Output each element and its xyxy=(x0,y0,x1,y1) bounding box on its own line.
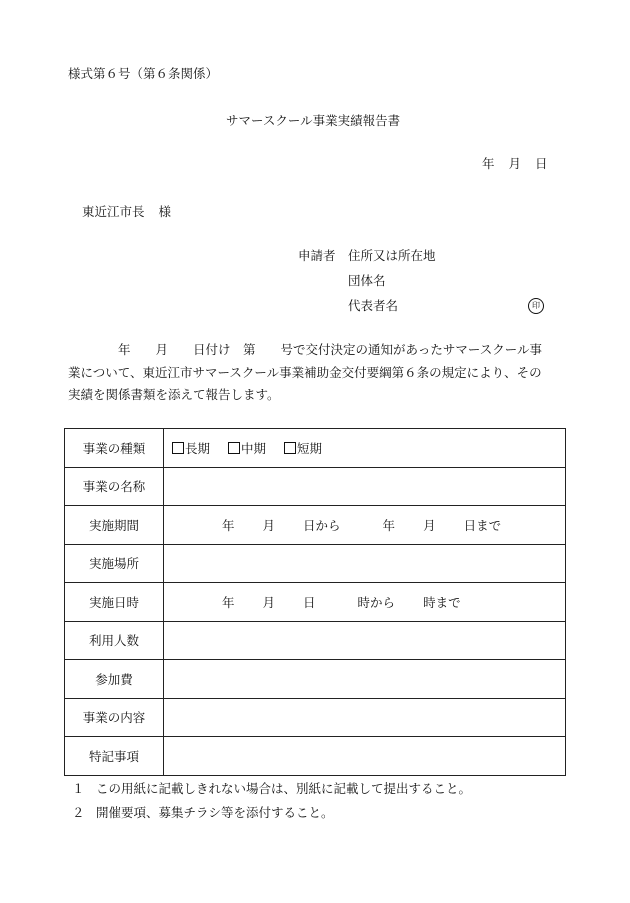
row-label: 利用人数 xyxy=(65,621,164,660)
applicant-representative-label: 代表者名 xyxy=(348,298,399,313)
applicant-label: 申請者 xyxy=(298,248,336,263)
date-month: 月 xyxy=(508,156,522,171)
datetime-field[interactable]: 年 月 日 時から 時まで xyxy=(164,583,566,622)
checkbox-icon[interactable] xyxy=(284,442,296,454)
checkbox-icon[interactable] xyxy=(228,442,240,454)
body-line: 業について、東近江市サマースクール事業補助金交付要綱第６条の規定により、その xyxy=(68,364,542,380)
body-line: 実績を関係書類を添えて報告します。 xyxy=(68,387,280,402)
table-row xyxy=(65,429,566,468)
date-line xyxy=(482,156,548,172)
remarks-field[interactable] xyxy=(164,737,566,776)
addressee-name: 東近江市長 xyxy=(82,204,145,219)
option-long[interactable]: 長期 xyxy=(172,441,210,456)
participants-field[interactable] xyxy=(164,621,566,660)
table-row xyxy=(65,544,566,583)
venue-field[interactable] xyxy=(164,544,566,583)
row-label: 事業の内容 xyxy=(65,698,164,737)
report-body xyxy=(68,339,562,407)
addressee xyxy=(82,204,171,220)
table-row xyxy=(65,621,566,660)
content-field[interactable] xyxy=(164,698,566,737)
addressee-honorific: 様 xyxy=(158,204,172,219)
table-row xyxy=(65,467,566,506)
row-label: 特記事項 xyxy=(65,737,164,776)
date-day: 日 xyxy=(535,156,548,171)
note-item: ２ 開催要項、募集チラシ等を添付すること。 xyxy=(72,805,334,820)
table-row xyxy=(65,660,566,699)
period-field[interactable]: 年 月 日から 年 月 日まで xyxy=(164,506,566,545)
table-row xyxy=(65,737,566,776)
document-title: サマースクール事業実績報告書 xyxy=(226,113,401,128)
notes xyxy=(72,777,471,825)
row-label: 参加費 xyxy=(65,660,164,699)
fee-field[interactable] xyxy=(164,660,566,699)
applicant-group-label: 団体名 xyxy=(348,273,386,288)
date-year: 年 xyxy=(482,156,495,171)
row-label: 実施場所 xyxy=(65,544,164,583)
seal-mark: 印 xyxy=(528,298,544,314)
applicant-address-label: 住所又は所在地 xyxy=(348,248,436,263)
report-table xyxy=(64,428,566,776)
table-row xyxy=(65,583,566,622)
option-medium[interactable]: 中期 xyxy=(228,441,266,456)
event-name-field[interactable] xyxy=(164,467,566,506)
row-label: 実施日時 xyxy=(65,583,164,622)
note-item: １ この用紙に記載しきれない場合は、別紙に記載して提出すること。 xyxy=(72,781,472,796)
option-short[interactable]: 短期 xyxy=(284,441,322,456)
checkbox-icon[interactable] xyxy=(172,442,184,454)
table-row xyxy=(65,698,566,737)
form-number: 様式第６号（第６条関係） xyxy=(68,66,219,81)
table-row xyxy=(65,506,566,545)
row-label: 事業の種類 xyxy=(65,429,164,468)
row-label: 事業の名称 xyxy=(65,467,164,506)
row-label: 実施期間 xyxy=(65,506,164,545)
type-options-cell xyxy=(164,429,566,468)
body-line: 年 月 日付け 第 号で交付決定の通知があったサマースクール事 xyxy=(68,342,543,357)
